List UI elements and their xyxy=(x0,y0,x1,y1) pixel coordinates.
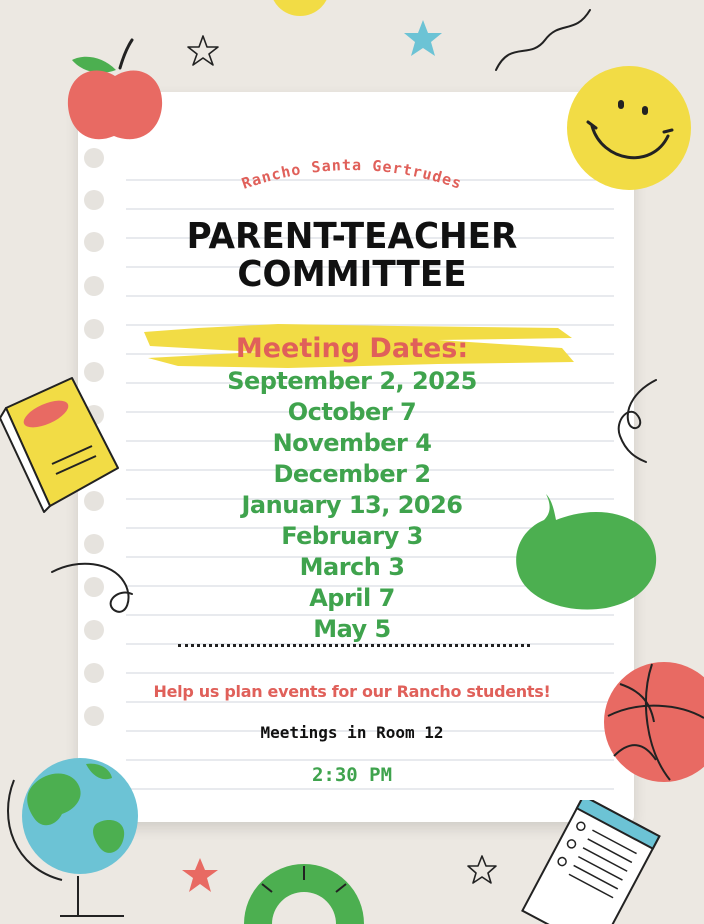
notepad-icon xyxy=(520,800,670,924)
red-star-icon xyxy=(180,856,220,896)
yellow-circle-decoration xyxy=(268,0,332,22)
school-name: Rancho Santa Gertrudes xyxy=(239,155,465,193)
svg-text:Rancho Santa Gertrudes xyxy=(239,156,464,193)
dotted-divider xyxy=(178,644,530,647)
apple-icon xyxy=(62,36,168,148)
outline-star-bottom-icon xyxy=(466,854,498,886)
meeting-dates-heading: Meeting Dates: xyxy=(235,333,469,364)
page-title xyxy=(18,218,687,294)
blue-star-icon xyxy=(402,18,444,60)
school-name-arc xyxy=(212,140,492,200)
meeting-time: 2:30 PM xyxy=(311,764,393,786)
meeting-date: March 3 xyxy=(299,553,405,581)
meeting-date: May 5 xyxy=(313,615,391,643)
meeting-dates-list xyxy=(0,366,704,645)
room-info: Meetings in Room 12 xyxy=(260,723,444,742)
outline-star-icon xyxy=(186,34,220,68)
title-line-1: PARENT-TEACHER xyxy=(186,216,518,257)
meeting-date: December 2 xyxy=(273,460,431,488)
help-message: Help us plan events for our Rancho students! xyxy=(153,682,551,701)
meeting-date: October 7 xyxy=(287,398,417,426)
meeting-date: November 4 xyxy=(272,429,432,457)
meeting-date: September 2, 2025 xyxy=(227,367,477,395)
protractor-icon xyxy=(236,858,372,924)
title-line-2: COMMITTEE xyxy=(237,254,467,295)
smiley-face-icon xyxy=(564,66,694,196)
meeting-date: April 7 xyxy=(309,584,395,612)
meeting-date: February 3 xyxy=(281,522,423,550)
meeting-date: January 13, 2026 xyxy=(241,491,463,519)
